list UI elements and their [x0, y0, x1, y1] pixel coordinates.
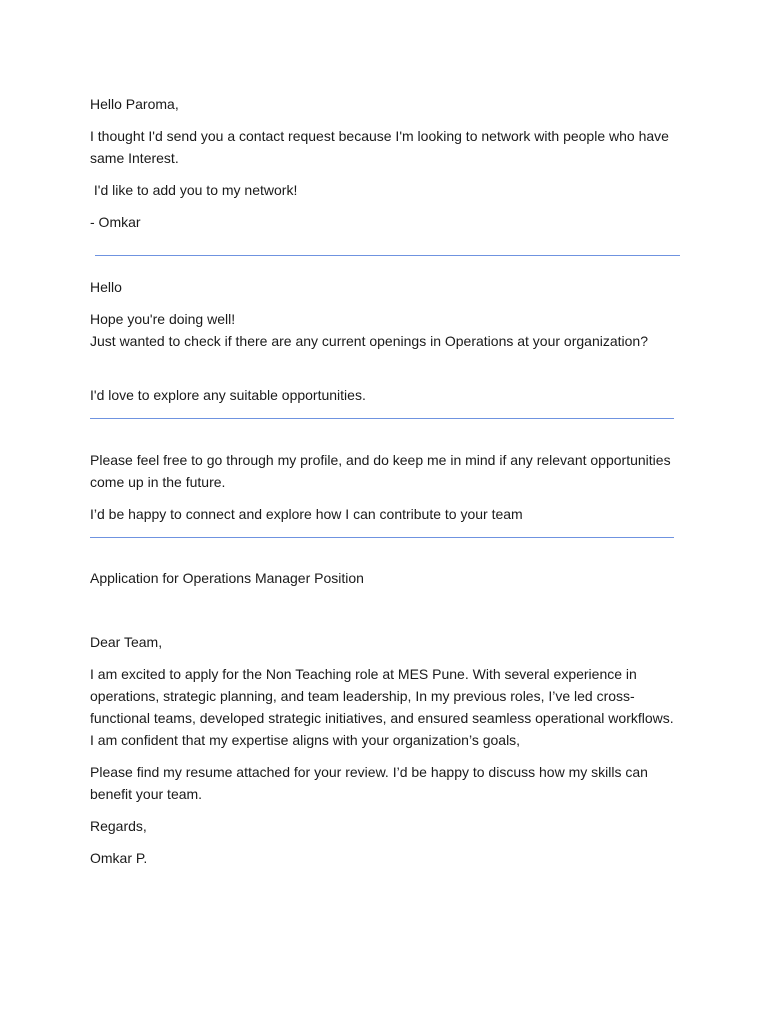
application-subject: Application for Operations Manager Position [90, 570, 364, 586]
section-divider [90, 537, 674, 538]
signoff-omkar: - Omkar [90, 214, 141, 230]
explore-opportunities-text: I'd love to explore any suitable opportunities. [90, 387, 366, 403]
profile-request-text: Please feel free to go through my profile, and do keep me in mind if any relevant opportunities come up in the future. [90, 452, 671, 490]
openings-question-text: Just wanted to check if there are any current openings in Operations at your organization? [90, 333, 648, 349]
document-page [90, 93, 680, 869]
connect-text: I’d be happy to connect and explore how I can contribute to your team [90, 506, 523, 522]
application-paragraph: I am excited to apply for the Non Teaching role at MES Pune. With several experience in operations, strategic planning, and team leadership, In my previous roles, I’ve led cross-functional teams, developed strategic initiatives, and ensured seamless operational workflows. I am confident that my expertise aligns with your organization’s goals, [90, 666, 674, 748]
closing-regards: Regards, [90, 818, 147, 834]
section-divider [90, 418, 674, 419]
greeting-paroma: Hello Paroma, [90, 96, 179, 112]
section-divider [95, 255, 680, 256]
signature-name: Omkar P. [90, 850, 148, 866]
greeting-dear-team: Dear Team, [90, 634, 163, 650]
add-network-text: I'd like to add you to my network! [90, 182, 298, 198]
contact-request-text: I thought I'd send you a contact request because I'm looking to network with people who have same Interest. [90, 128, 669, 166]
greeting-hello: Hello [90, 279, 122, 295]
hope-doing-well-text: Hope you're doing well! [90, 311, 236, 327]
resume-paragraph: Please find my resume attached for your review. I’d be happy to discuss how my skills can benefit your team. [90, 764, 648, 802]
